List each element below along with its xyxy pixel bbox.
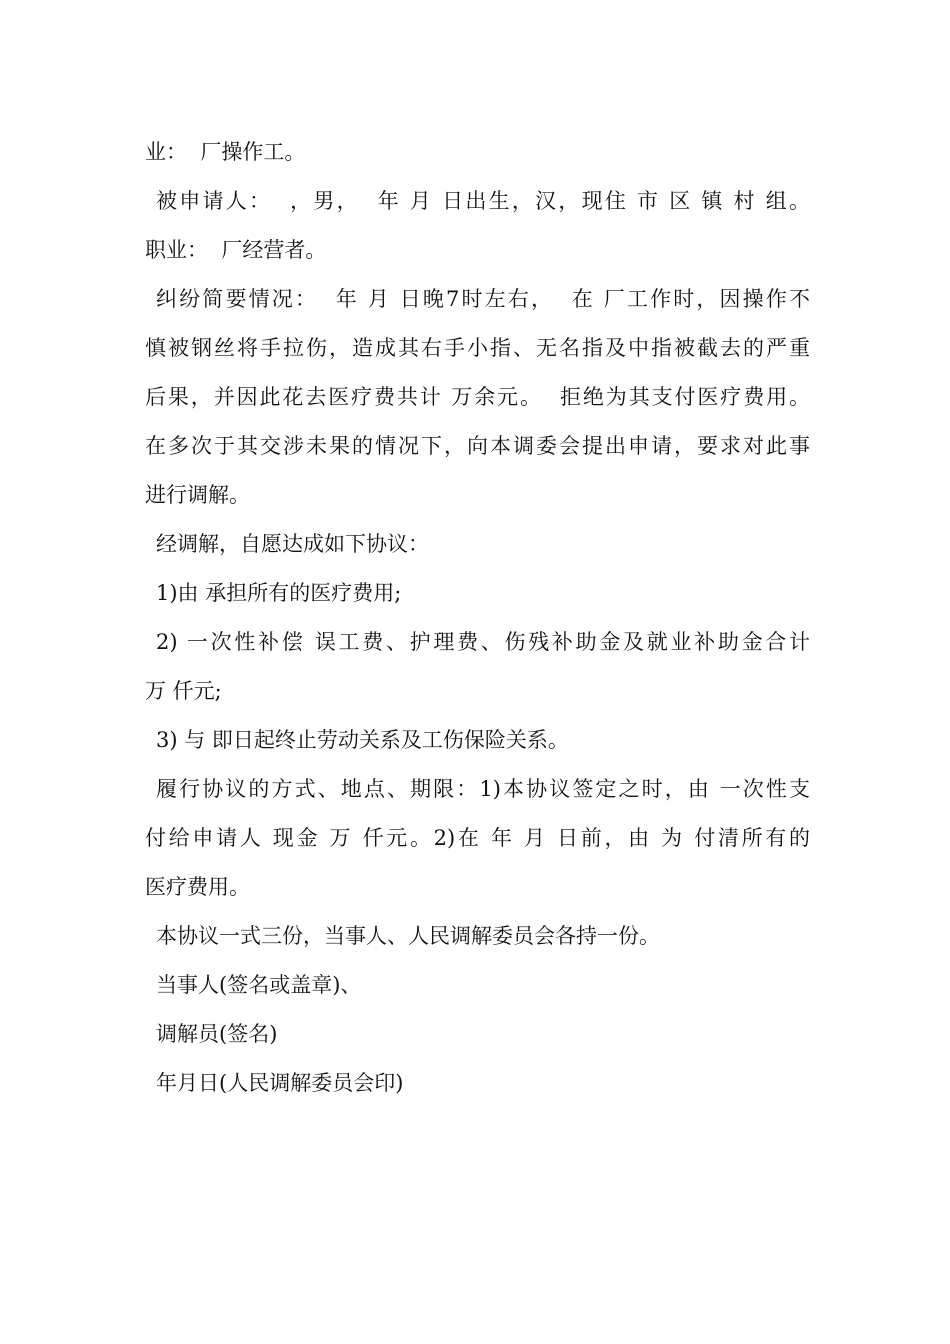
performance-terms-line-1: 履行协议的方式、地点、期限：1)本协议签定之时，由 一次性支: [156, 777, 810, 801]
date-seal-line: 年月日(人民调解委员会印): [156, 1071, 404, 1095]
occupation-line: 业： 厂操作工。: [145, 140, 306, 164]
dispute-summary-line-2: 慎被钢丝将手拉伤，造成其右手小指、无名指及中指被截去的严重: [145, 336, 810, 360]
agreement-item-2-line-1: 2) 一次性补偿 误工费、护理费、伤残补助金及就业补助金合计: [156, 630, 810, 654]
agreement-item-1: 1)由 承担所有的医疗费用;: [156, 581, 402, 605]
party-signature-line: 当事人(签名或盖章)、: [156, 973, 362, 997]
copies-line: 本协议一式三份，当事人、人民调解委员会各持一份。: [156, 924, 660, 948]
performance-terms-line-3: 医疗费用。: [145, 875, 250, 899]
document-body: [145, 128, 810, 1108]
agreement-item-3: 3) 与 即日起终止劳动关系及工伤保险关系。: [156, 728, 569, 752]
dispute-summary-line-3: 后果，并因此花去医疗费共计 万余元。 拒绝为其支付医疗费用。: [145, 385, 810, 409]
respondent-occupation-line: 职业： 厂经营者。: [145, 238, 327, 262]
agreement-item-2-line-2: 万 仟元;: [145, 679, 222, 703]
mediator-signature-line: 调解员(签名): [156, 1022, 278, 1046]
dispute-summary-line-1: 纠纷简要情况： 年 月 日晚7时左右， 在 厂工作时，因操作不: [156, 287, 810, 311]
respondent-line: 被申请人： ，男， 年 月 日出生，汉，现住 市 区 镇 村 组。: [156, 189, 810, 213]
dispute-summary-line-5: 进行调解。: [145, 483, 250, 507]
performance-terms-line-2: 付给申请人 现金 万 仟元。2)在 年 月 日前，由 为 付清所有的: [145, 826, 810, 850]
dispute-summary-line-4: 在多次于其交涉未果的情况下，向本调委会提出申请，要求对此事: [145, 434, 810, 458]
agreement-intro-line: 经调解，自愿达成如下协议：: [156, 532, 429, 556]
